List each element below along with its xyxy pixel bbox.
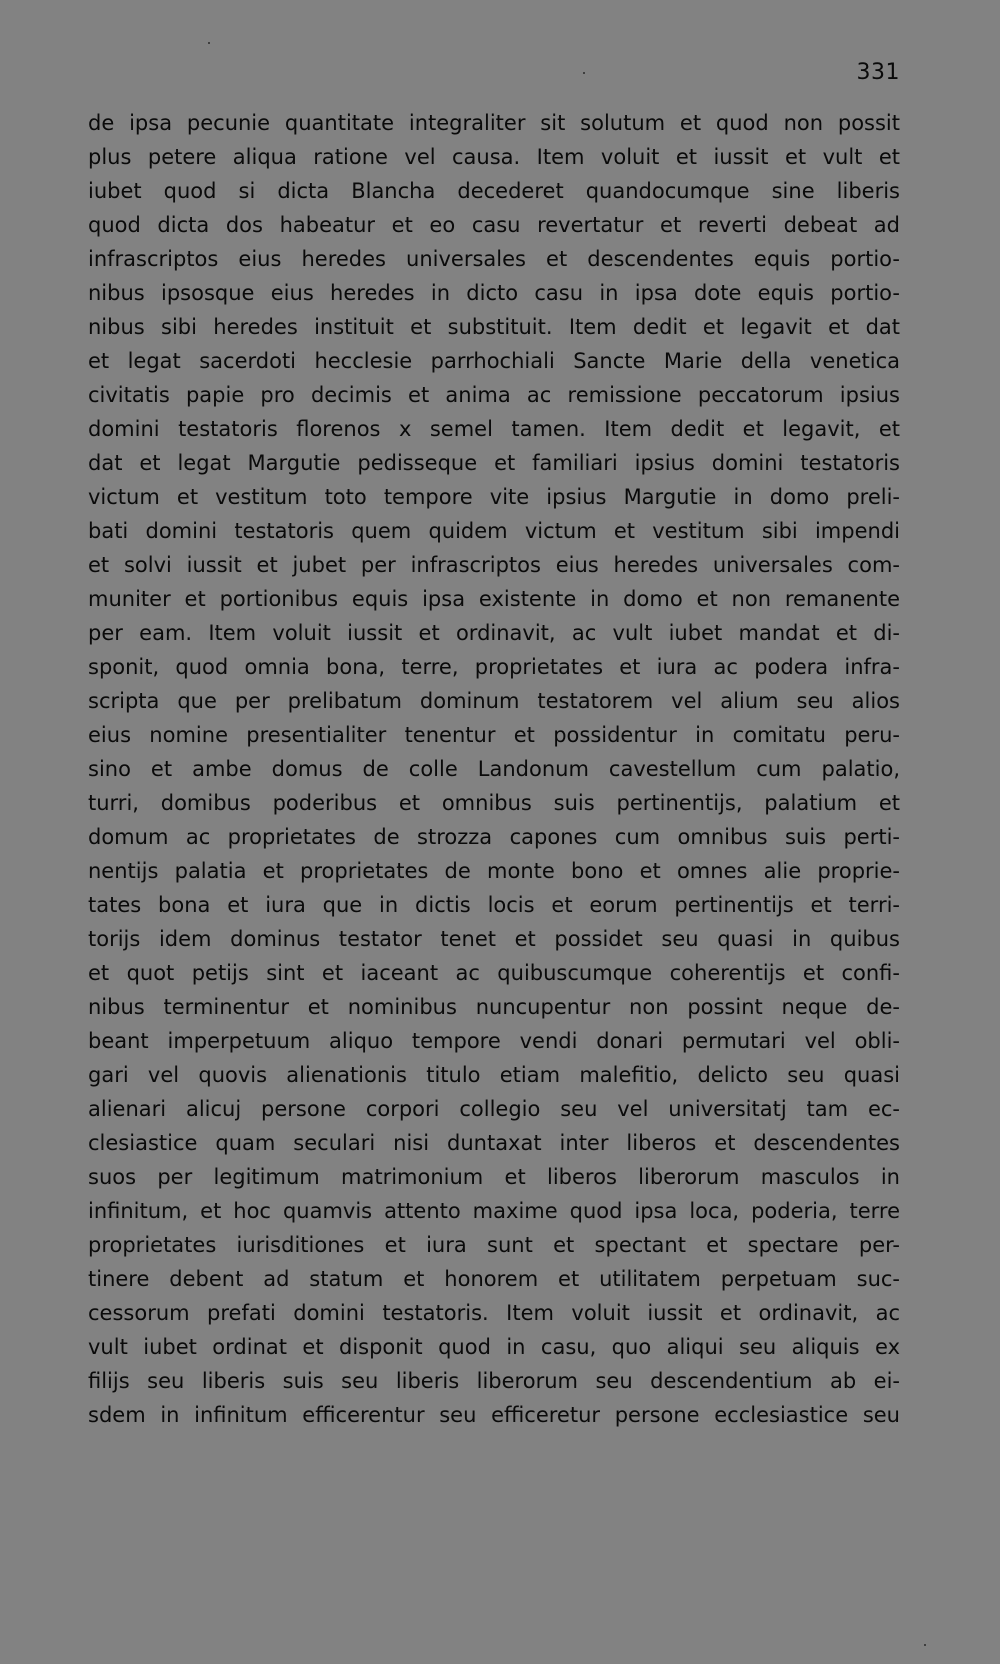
text-line: quod dicta dos habeatur et eo casu revertatur et reverti debeat ad [88,213,900,237]
text-line: alienari alicuj persone corpori collegio seu vel universitatj tam ec- [88,1097,900,1121]
text-line: cessorum prefati domini testatoris. Item voluit iussit et ordinavit, ac [88,1301,900,1325]
text-line: et solvi iussit et jubet per infrascriptos eius heredes universales com- [88,553,900,577]
text-line: nibus sibi heredes instituit et substituit. Item dedit et legavit et dat [88,315,900,339]
scan-speck [208,42,210,44]
text-line: scripta que per prelibatum dominum testatorem vel alium seu alios [88,689,900,713]
text-line: tinere debent ad statum et honorem et utilitatem perpetuam suc- [88,1267,900,1291]
text-line: infrascriptos eius heredes universales et descendentes equis portio- [88,247,900,271]
text-line: bati domini testatoris quem quidem victum et vestitum sibi impendi [88,519,900,543]
text-line: sponit, quod omnia bona, terre, proprietates et iura ac podera infra- [88,655,900,679]
text-line: torijs idem dominus testator tenet et possidet seu quasi in quibus [88,927,900,951]
text-line: nentijs palatia et proprietates de monte bono et omnes alie proprie- [88,859,900,883]
text-line: beant imperpetuum aliquo tempore vendi donari permutari vel obli- [88,1029,900,1053]
text-line: per eam. Item voluit iussit et ordinavit, ac vult iubet mandat et di- [88,621,900,645]
text-line: civitatis papie pro decimis et anima ac remissione peccatorum ipsius [88,383,900,407]
text-line: et quot petijs sint et iaceant ac quibuscumque coherentijs et confi- [88,961,900,985]
scan-speck [583,72,585,74]
body-text [88,106,900,1432]
text-line: domum ac proprietates de strozza capones cum omnibus suis perti- [88,825,900,849]
text-line: nibus terminentur et nominibus nuncupentur non possint neque de- [88,995,900,1019]
text-line: infinitum, et hoc quamvis attento maxime quod ipsa loca, poderia, terre [88,1199,900,1223]
text-line: suos per legitimum matrimonium et liberos liberorum masculos in [88,1165,900,1189]
text-line: domini testatoris florenos x semel tamen. Item dedit et legavit, et [88,417,900,441]
text-line: eius nomine presentialiter tenentur et possidentur in comitatu peru- [88,723,900,747]
text-line: et legat sacerdoti hecclesie parrhochiali Sancte Marie della venetica [88,349,900,373]
text-line: plus petere aliqua ratione vel causa. Item voluit et iussit et vult et [88,145,900,169]
text-line: victum et vestitum toto tempore vite ipsius Margutie in domo preli- [88,485,900,509]
text-line: filijs seu liberis suis seu liberis liberorum seu descendentium ab ei- [88,1369,900,1393]
text-line: clesiastice quam seculari nisi duntaxat inter liberos et descendentes [88,1131,900,1155]
text-line: muniter et portionibus equis ipsa existente in domo et non remanente [88,587,900,611]
text-line: dat et legat Margutie pedisseque et familiari ipsius domini testatoris [88,451,900,475]
text-line: turri, domibus poderibus et omnibus suis pertinentijs, palatium et [88,791,900,815]
scan-speck [924,1644,926,1646]
text-line: proprietates iurisditiones et iura sunt et spectant et spectare per- [88,1233,900,1257]
text-line: sdem in infinitum efficerentur seu efficeretur persone ecclesiastice seu [88,1403,900,1427]
page-number: 331 [856,60,900,85]
text-line: de ipsa pecunie quantitate integraliter sit solutum et quod non possit [88,111,900,135]
text-line: vult iubet ordinat et disponit quod in casu, quo aliqui seu aliquis ex [88,1335,900,1359]
text-line: nibus ipsosque eius heredes in dicto casu in ipsa dote equis portio- [88,281,900,305]
text-line: tates bona et iura que in dictis locis et eorum pertinentijs et terri- [88,893,900,917]
text-line: sino et ambe domus de colle Landonum cavestellum cum palatio, [88,757,900,781]
text-line: iubet quod si dicta Blancha decederet quandocumque sine liberis [88,179,900,203]
text-line: gari vel quovis alienationis titulo etiam malefitio, delicto seu quasi [88,1063,900,1087]
